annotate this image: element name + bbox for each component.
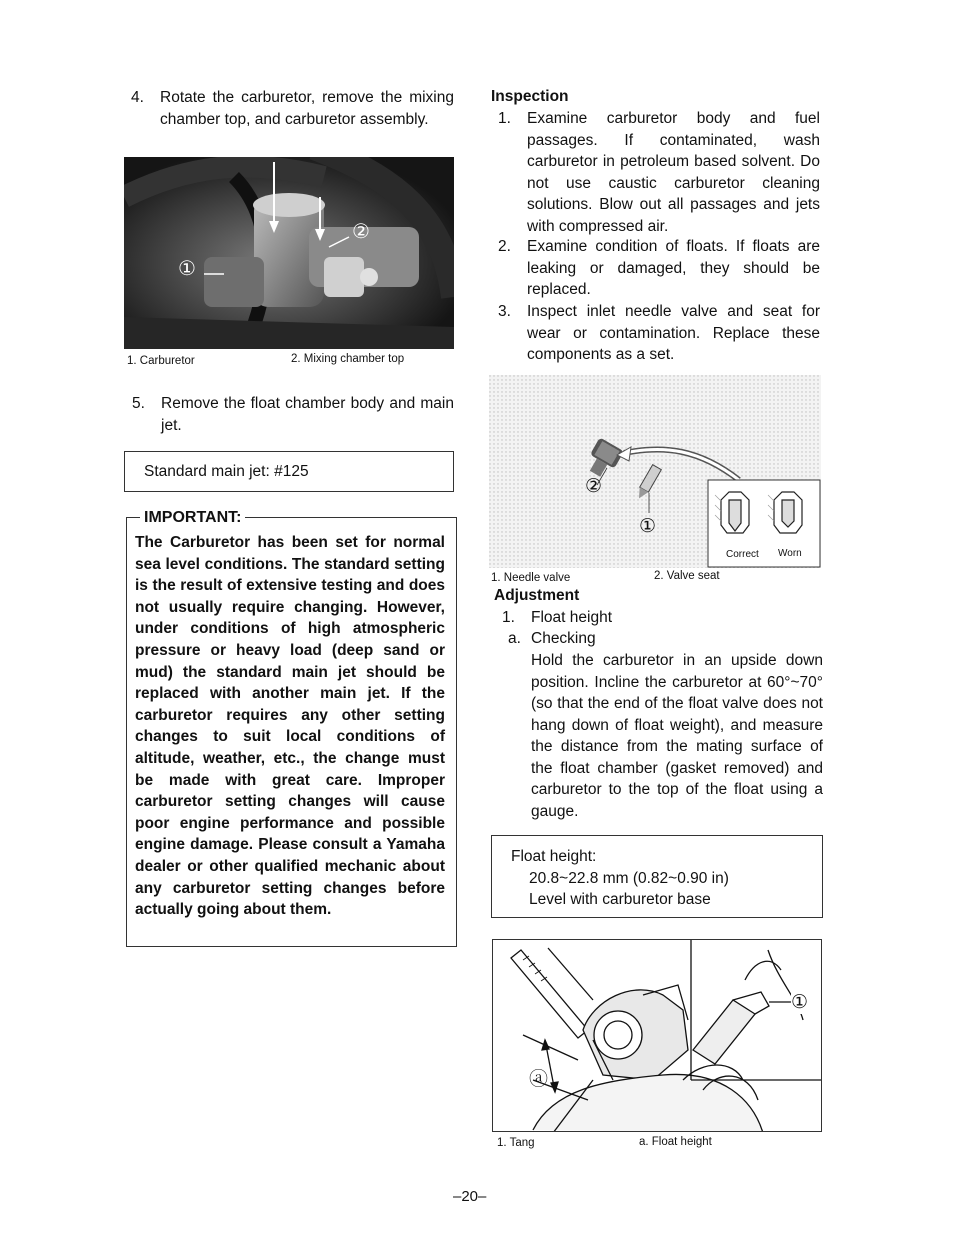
step-number: 5. (132, 395, 145, 412)
callout-2: ② (585, 476, 603, 497)
float-caption-2: a. Float height (639, 1136, 712, 1148)
callout-1: ① (178, 258, 196, 280)
callout-2: ② (352, 221, 370, 243)
item-number: a. (508, 630, 521, 647)
item-text: Float height (531, 609, 612, 626)
important-title: IMPORTANT: (140, 508, 245, 528)
main-jet-spec-box (124, 451, 454, 492)
inspection-title: Inspection (491, 88, 569, 105)
item-number: 3. (498, 303, 511, 320)
needle-caption-1: 1. Needle valve (491, 572, 571, 584)
item-text: Examine carburetor body and fuel passages. If contaminated, wash carburetor in petroleum based solvent. Do not use caustic carburetor cleaning solutions. Blow out all passages and jets with compressed air. (527, 110, 820, 235)
float-height-spec-box (491, 835, 823, 918)
checking-text: Hold the carburetor in an upside down position. Incline the carburetor at 60°~70° (so that the end of the float valve does not hang down of float weight), and measure the distance from the mating surface of the float chamber (gasket removed) and carburetor to the top of the float using a gauge. (531, 652, 823, 820)
photo-caption-1: 1. Carburetor (127, 355, 195, 367)
inspection-item-3 (498, 301, 820, 366)
float-height-figure (492, 939, 822, 1132)
label-worn: Worn (778, 548, 802, 559)
step-text: Remove the float chamber body and main jet. (161, 395, 454, 434)
label-correct: Correct (726, 549, 759, 560)
item-text: Inspect inlet needle valve and seat for wear or contamination. Replace these components as a set. (527, 303, 820, 363)
adjustment-item-a (508, 628, 822, 650)
item-number: 1. (498, 110, 511, 127)
step-5 (132, 393, 454, 436)
float-caption-1: 1. Tang (497, 1137, 535, 1149)
adjustment-item-1 (502, 607, 822, 629)
needle-caption-2: 2. Valve seat (654, 570, 720, 582)
callout-a: ⓐ (529, 1069, 549, 1090)
inspection-item-2 (498, 236, 820, 301)
item-number: 1. (502, 609, 515, 626)
inspection-item-1 (498, 108, 820, 237)
item-text: Examine condition of floats. If floats are leaking or damaged, they should be replaced. (527, 238, 820, 298)
main-jet-spec: Standard main jet: #125 (144, 463, 309, 480)
adjustment-title: Adjustment (494, 587, 580, 604)
float-height-label: Float height: (511, 848, 597, 865)
step-4 (131, 87, 454, 130)
callout-1: ① (639, 516, 657, 537)
item-text: Checking (531, 630, 596, 647)
step-text: Rotate the carburetor, remove the mixing chamber top, and carburetor assembly. (160, 89, 454, 128)
page-number: –20– (453, 1188, 487, 1205)
step-number: 4. (131, 89, 144, 106)
photo-caption-2: 2. Mixing chamber top (291, 353, 405, 365)
float-height-note: Level with carburetor base (529, 891, 711, 908)
important-text: The Carburetor has been set for normal sea level conditions. The standard setting is the result of extensive testing and does not usually require changing. However, under conditions of high atmospheric pressure or heavy load (deep sand or mud) the standard main jet should be replaced with another main jet. If the carburetor requires any other setting changes to suit local conditions of altitude, weather, etc., the change must be made with great care. Improper carburetor setting changes will cause poor engine performance and possible engine damage. Please consult a Yamaha dealer or other qualified mechanic about any carburetor setting changes before actually going about them. (135, 534, 445, 919)
carburetor-photo (124, 157, 454, 349)
callout-1: ① (791, 992, 809, 1013)
needle-valve-figure (489, 375, 821, 568)
item-number: 2. (498, 238, 511, 255)
float-height-value: 20.8~22.8 mm (0.82~0.90 in) (529, 869, 729, 887)
